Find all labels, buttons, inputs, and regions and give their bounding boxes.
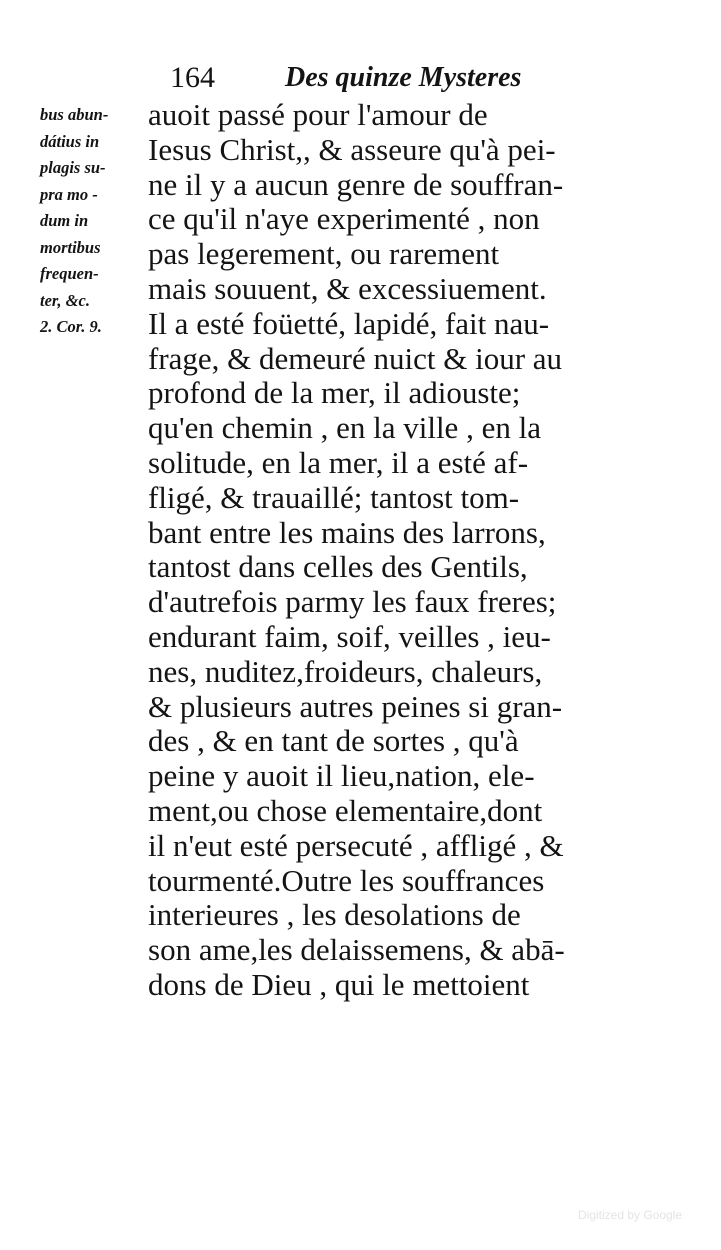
text-line: bant entre les mains des larrons, [148,514,546,550]
text-line: tourmenté.Outre les souffrances [148,862,545,898]
margin-note-line: plagis su- [40,158,106,177]
margin-note-reference: 2. Cor. 9. [40,317,102,336]
margin-note-line: bus abun- [40,105,109,124]
text-line: il n'eut esté persecuté , affligé , & [148,827,564,863]
text-line: endurant faim, soif, veilles , ieu- [148,618,551,654]
text-line: ne il y a aucun genre de souffran- [148,166,564,202]
margin-note-line: dátius in [40,131,100,151]
body-text [148,98,658,1003]
text-line: des , & en tant de sortes , qu'à [148,723,519,759]
text-line: peine y auoit il lieu,nation, ele- [148,758,535,794]
text-line: dons de Dieu , qui le mettoient [148,966,530,1002]
text-line: mais souuent, & excessiuement. [148,270,547,306]
text-line: fligé, & trauaillé; tantost tom- [148,479,520,515]
margin-note-line: pra mo - [40,184,98,204]
running-head [170,58,590,98]
text-line: pas legerement, ou rarement [148,236,500,272]
text-line: d'autrefois parmy les faux freres; [148,584,557,620]
text-line: frage, & demeuré nuict & iour au [148,340,563,376]
text-line: Iesus Christ,, & asseure qu'à pei- [148,131,556,167]
text-line: interieures , les desolations de [148,897,521,933]
text-line: nes, nuditez,froideurs, chaleurs, [148,653,543,689]
text-line: son ame,les delaissemens, & abā- [148,932,565,968]
margin-note-line: mortibus [40,237,101,257]
margin-note-line: dum in [40,211,89,230]
page-number: 164 [170,61,215,94]
text-line: qu'en chemin , en la ville , en la [148,410,541,446]
margin-note [40,102,160,341]
margin-note-line: ter, &c. [40,290,90,310]
text-line: solitude, en la mer, il a esté af- [148,444,529,480]
text-line: ce qu'il n'aye experimenté , non [148,201,540,237]
text-line: & plusieurs autres peines si gran- [148,688,563,724]
text-line: tantost dans celles des Gentils, [148,549,528,585]
text-line: Il a esté foüetté, lapidé, fait nau- [148,305,550,341]
text-line: auoit passé pour l'amour de [148,97,488,132]
text-line: ment,ou chose elementaire,dont [148,792,543,828]
margin-note-line: frequen- [40,264,99,283]
text-line: profond de la mer, il adiouste; [148,375,521,411]
watermark: Digitized by Google [578,1208,683,1222]
running-title: Des quinze Mysteres [285,62,522,93]
